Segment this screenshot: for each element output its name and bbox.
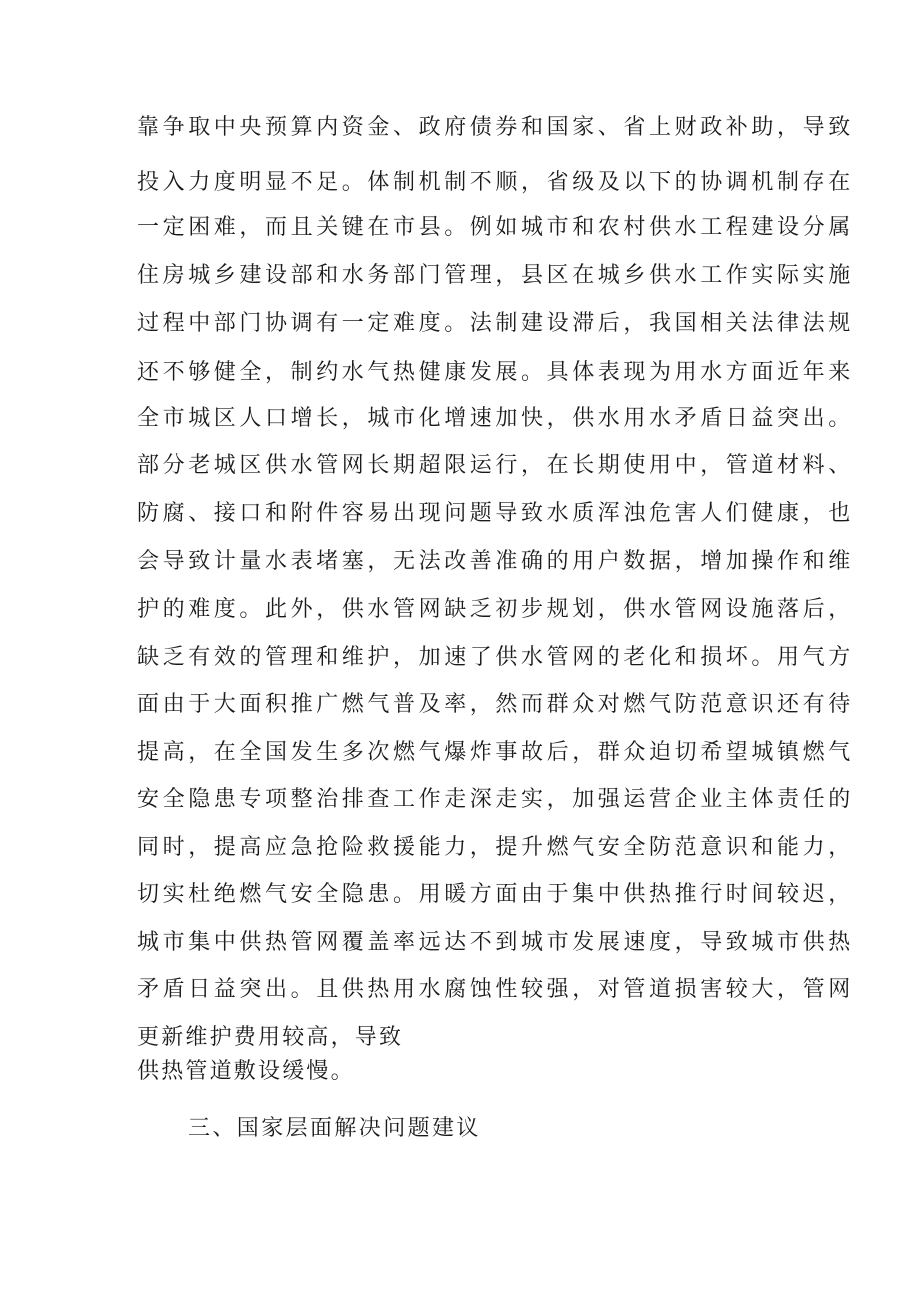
body-line-15: 安全隐患专项整治排查工作走深走实，加强运营企业主体责任的 xyxy=(137,787,854,812)
section-heading: 三、国家层面解决问题建议 xyxy=(188,1116,481,1141)
body-line-11: 护的难度。此外，供水管网缺乏初步规划，供水管网设施落后， xyxy=(137,597,854,622)
body-line-1: 靠争取中央预算内资金、政府债券和国家、省上财政补助，导致 xyxy=(137,115,854,140)
body-line-9: 防腐、接口和附件容易出现问题导致水质浑浊危害人们健康，也 xyxy=(137,501,854,526)
body-line-5: 过程中部门协调有一定难度。法制建设滞后，我国相关法律法规 xyxy=(137,311,854,336)
body-line-10: 会导致计量水表堵塞，无法改善准确的用户数据，增加操作和维 xyxy=(137,549,854,574)
body-line-6: 还不够健全，制约水气热健康发展。具体表现为用水方面近年来 xyxy=(137,360,854,385)
body-line-18: 城市集中供热管网覆盖率远达不到城市发展速度，导致城市供热 xyxy=(137,930,854,955)
body-line-16: 同时，提高应急抢险救援能力，提升燃气安全防范意识和能力， xyxy=(137,835,854,860)
body-line-3: 一定困难，而且关键在市县。例如城市和农村供水工程建设分属 xyxy=(137,215,854,240)
body-line-4: 住房城乡建设部和水务部门管理，县区在城乡供水工作实际实施 xyxy=(137,263,854,288)
body-line-14: 提高，在全国发生多次燃气爆炸事故后，群众迫切希望城镇燃气 xyxy=(137,740,854,765)
body-line-7: 全市城区人口增长，城市化增速加快，供水用水矛盾日益突出。 xyxy=(137,406,854,431)
body-line-20: 更新维护费用较高，导致 xyxy=(137,1025,404,1050)
body-line-12: 缺乏有效的管理和维护，加速了供水管网的老化和损坏。用气方 xyxy=(137,645,854,670)
body-line-8: 部分老城区供水管网长期超限运行，在长期使用中，管道材料、 xyxy=(137,453,854,478)
body-line-21: 供热管道敷设缓慢。 xyxy=(137,1059,355,1084)
body-line-17: 切实杜绝燃气安全隐患。用暖方面由于集中供热推行时间较迟， xyxy=(137,882,854,907)
body-line-19: 矛盾日益突出。且供热用水腐蚀性较强，对管道损害较大，管网 xyxy=(137,977,854,1002)
body-line-13: 面由于大面积推广燃气普及率，然而群众对燃气防范意识还有待 xyxy=(137,692,854,717)
body-line-2: 投入力度明显不足。体制机制不顺，省级及以下的协调机制存在 xyxy=(137,170,854,195)
